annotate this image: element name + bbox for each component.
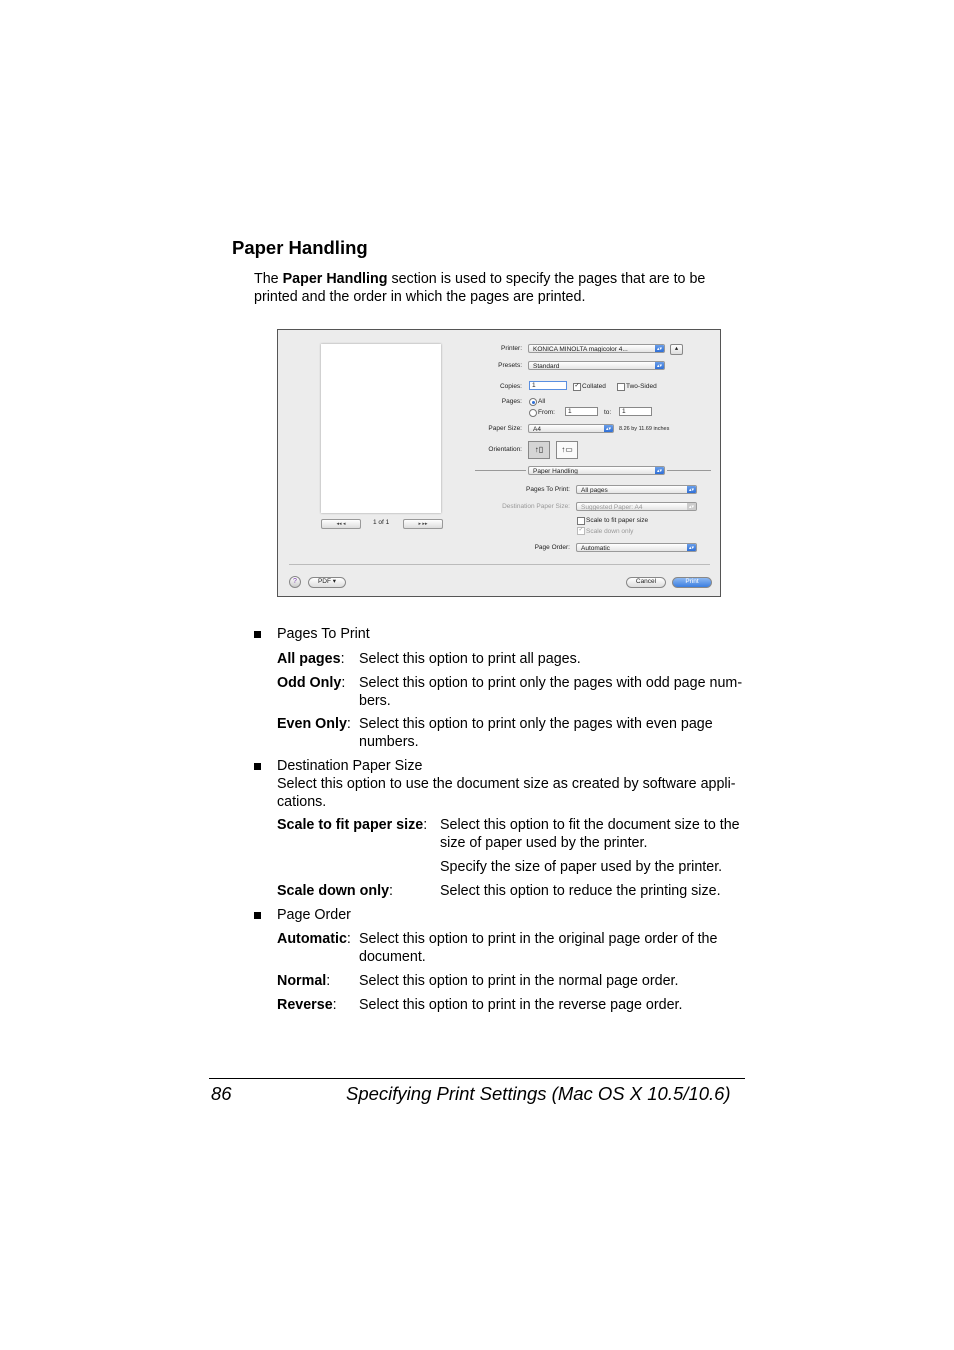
destination-paper-popup[interactable] bbox=[576, 502, 697, 511]
pdf-button[interactable]: PDF ▾ bbox=[308, 577, 346, 588]
scale-down-label: Scale down only bbox=[586, 528, 634, 535]
collated-label: Collated bbox=[582, 383, 606, 390]
pages-to-print-value: All pages bbox=[581, 487, 608, 494]
printer-label: Printer: bbox=[501, 345, 522, 352]
desc-line: bers. bbox=[359, 693, 391, 709]
scale-to-fit-label: Scale to fit paper size bbox=[586, 517, 649, 524]
bullet-icon bbox=[254, 631, 261, 638]
desc-line: numbers. bbox=[359, 734, 419, 750]
intro-paragraph bbox=[254, 270, 724, 306]
term-separator: : bbox=[341, 675, 346, 691]
desc-line: Select this option to print only the pages with odd page num- bbox=[359, 675, 743, 691]
pages-to-print-label: Pages To Print: bbox=[526, 486, 570, 493]
section-heading: Paper Handling bbox=[232, 237, 368, 258]
term-text: Automatic bbox=[277, 931, 347, 947]
desc-line: size of paper used by the printer. bbox=[440, 835, 648, 851]
term-text: Even Only bbox=[277, 716, 347, 732]
two-sided-label: Two-Sided bbox=[626, 383, 657, 390]
pages-from-label: From: bbox=[538, 409, 555, 416]
presets-value: Standard bbox=[533, 363, 560, 370]
copies-label: Copies: bbox=[499, 383, 522, 390]
cancel-button[interactable]: Cancel bbox=[626, 577, 666, 588]
term-text: Reverse bbox=[277, 997, 333, 1013]
prev-page-buttons[interactable]: ◂◂ ◂ bbox=[321, 519, 361, 529]
footer-title: Specifying Print Settings (Mac OS X 10.5/10.6) bbox=[346, 1083, 731, 1104]
popup-arrow-icon: ▴▾ bbox=[656, 363, 663, 369]
destination-desc: Select this option to use the document size as created by software appli- bbox=[277, 776, 736, 792]
section-popup[interactable] bbox=[528, 466, 665, 475]
two-sided-checkbox[interactable] bbox=[617, 383, 625, 391]
separator bbox=[667, 470, 711, 471]
bullet-title: Destination Paper Size bbox=[277, 758, 423, 774]
landscape-button[interactable]: ↑▭ bbox=[556, 441, 578, 459]
desc-reverse: Select this option to print in the reverse page order. bbox=[359, 997, 683, 1013]
term-separator: : bbox=[332, 997, 337, 1013]
intro-text: The bbox=[254, 271, 283, 287]
desc-line: Select this option to print in the original page order of the bbox=[359, 931, 718, 947]
term-separator: : bbox=[346, 931, 351, 947]
presets-label: Presets: bbox=[498, 362, 522, 369]
from-field[interactable]: 1 bbox=[565, 407, 598, 416]
term-separator: : bbox=[346, 716, 351, 732]
desc-odd-only bbox=[359, 674, 742, 710]
bullet-icon bbox=[254, 763, 261, 770]
disclosure-button[interactable]: ▴ bbox=[670, 344, 683, 355]
term-odd-only bbox=[277, 674, 345, 692]
popup-arrow-icon: ▴▾ bbox=[688, 504, 695, 510]
intro-text-rest: section is used to specify the pages that are to be bbox=[387, 271, 706, 287]
print-dialog bbox=[277, 329, 721, 597]
pages-all-radio[interactable] bbox=[529, 398, 537, 406]
page-order-label: Page Order: bbox=[534, 544, 570, 551]
destination-paper-value: Suggested Paper: A4 bbox=[581, 504, 643, 511]
bullet-title: Pages To Print bbox=[277, 626, 370, 642]
page-number: 86 bbox=[211, 1083, 232, 1104]
bullet-title: Page Order bbox=[277, 907, 351, 923]
term-text: Odd Only bbox=[277, 675, 342, 691]
orientation-label: Orientation: bbox=[488, 446, 522, 453]
next-page-buttons[interactable]: ▸ ▸▸ bbox=[403, 519, 443, 529]
page-order-popup[interactable] bbox=[576, 543, 697, 552]
to-field[interactable]: 1 bbox=[619, 407, 652, 416]
paper-size-value: A4 bbox=[533, 426, 541, 433]
section-popup-value: Paper Handling bbox=[533, 468, 578, 475]
term-text: Scale down only bbox=[277, 883, 390, 899]
desc-scale-to-fit bbox=[440, 816, 740, 852]
destination-desc: cations. bbox=[277, 794, 327, 810]
separator bbox=[289, 564, 710, 565]
pages-from-radio[interactable] bbox=[529, 409, 537, 417]
scale-down-checkbox[interactable]: ✓ bbox=[578, 527, 584, 533]
term-text: Scale to fit paper size bbox=[277, 817, 424, 833]
desc-normal: Select this option to print in the normal page order. bbox=[359, 973, 679, 989]
page-preview bbox=[321, 344, 441, 513]
paper-size-label: Paper Size: bbox=[488, 425, 522, 432]
bullet-icon bbox=[254, 912, 261, 919]
print-button[interactable]: Print bbox=[672, 577, 712, 588]
term-reverse bbox=[277, 996, 337, 1014]
printer-value: KONICA MINOLTA magicolor 4... bbox=[533, 346, 628, 353]
desc-line: document. bbox=[359, 949, 426, 965]
popup-arrow-icon: ▴▾ bbox=[656, 346, 663, 352]
intro-line2: printed and the order in which the pages are printed. bbox=[254, 289, 586, 305]
desc-line: Select this option to fit the document size to the bbox=[440, 817, 740, 833]
popup-arrow-icon: ▴▾ bbox=[605, 426, 612, 432]
page-count: 1 of 1 bbox=[373, 519, 390, 526]
paper-size-popup[interactable] bbox=[528, 424, 614, 433]
destination-block bbox=[277, 757, 736, 811]
bullet-pages-to-print bbox=[254, 625, 261, 643]
popup-arrow-icon: ▴▾ bbox=[688, 487, 695, 493]
destination-paper-label: Destination Paper Size: bbox=[502, 503, 570, 510]
footer-rule bbox=[209, 1078, 745, 1079]
desc-even-only bbox=[359, 715, 713, 751]
term-normal bbox=[277, 972, 330, 990]
bullet-page-order bbox=[254, 906, 261, 924]
help-icon[interactable]: ? bbox=[289, 576, 301, 588]
pages-label: Pages: bbox=[501, 398, 522, 405]
term-text: Normal bbox=[277, 973, 327, 989]
paper-dimensions: 8.26 by 11.69 inches bbox=[619, 426, 670, 432]
bullet-destination bbox=[254, 757, 261, 775]
page-order-value: Automatic bbox=[581, 545, 610, 552]
copies-field[interactable]: 1 bbox=[529, 381, 567, 390]
pages-all-label: All bbox=[538, 398, 546, 405]
desc-automatic bbox=[359, 930, 717, 966]
pages-to-print-popup[interactable] bbox=[576, 485, 697, 494]
term-text: All pages bbox=[277, 651, 341, 667]
term-scale-down: Scale down only: bbox=[277, 883, 393, 899]
to-label: to: bbox=[604, 409, 612, 416]
desc-scale-down: Select this option to reduce the printing size. bbox=[440, 883, 721, 899]
printer-popup[interactable] bbox=[528, 344, 665, 353]
term-scale-to-fit: Scale to fit paper size: bbox=[277, 817, 428, 833]
term-all-pages bbox=[277, 650, 345, 668]
scale-to-fit-checkbox[interactable] bbox=[577, 517, 585, 525]
separator bbox=[475, 470, 526, 471]
term-even-only bbox=[277, 715, 351, 733]
desc-all-pages: Select this option to print all pages. bbox=[359, 651, 581, 667]
desc-line: Select this option to print only the pages with even page bbox=[359, 716, 713, 732]
term-separator: : bbox=[340, 651, 345, 667]
presets-popup[interactable] bbox=[528, 361, 665, 370]
term-automatic bbox=[277, 930, 351, 948]
popup-arrow-icon: ▴▾ bbox=[688, 545, 695, 551]
collated-checkbox[interactable]: ✓ bbox=[574, 383, 580, 389]
popup-arrow-icon: ▴▾ bbox=[656, 468, 663, 474]
desc-scale-to-fit-extra: Specify the size of paper used by the printer. bbox=[440, 859, 723, 875]
portrait-button[interactable]: ↑▯ bbox=[528, 441, 550, 459]
intro-bold: Paper Handling bbox=[282, 271, 388, 287]
term-separator: : bbox=[326, 973, 331, 989]
